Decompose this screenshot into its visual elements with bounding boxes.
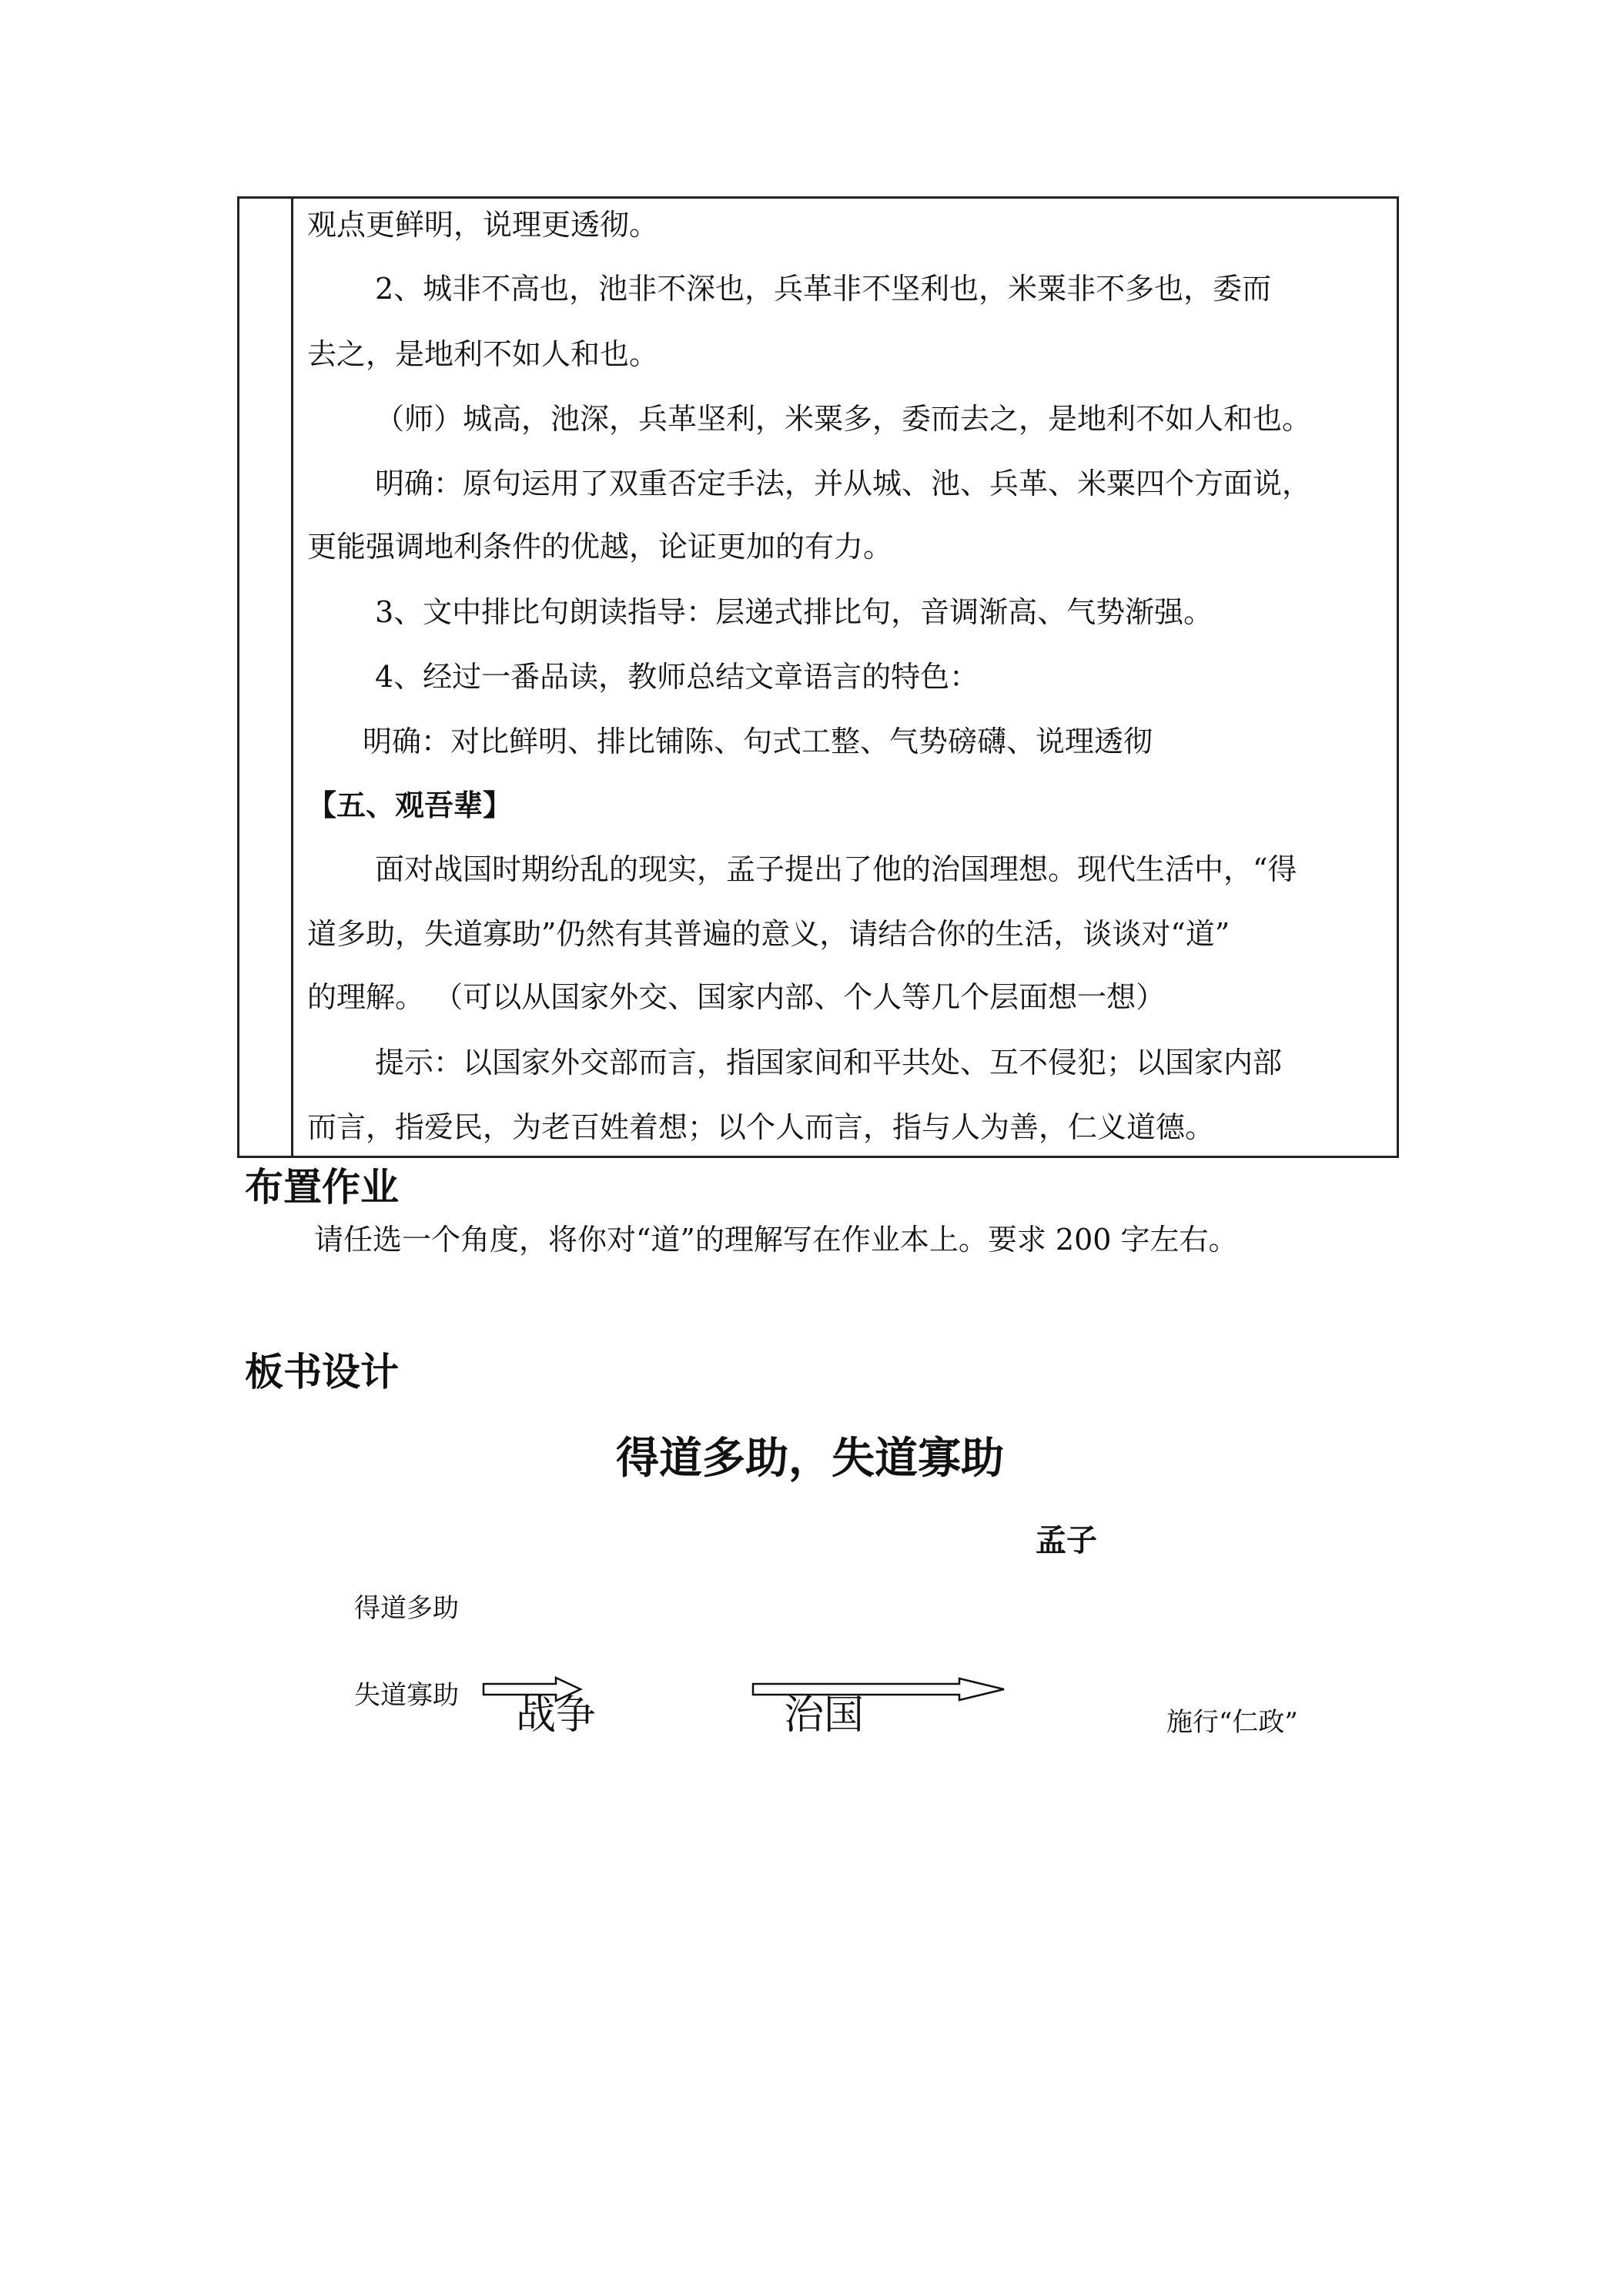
section-heading: 【五、观吾辈】 bbox=[307, 788, 513, 822]
board-item: 得道多助 bbox=[354, 1593, 459, 1624]
table-line: （师）城高，池深，兵革坚利，米粟多，委而去之，是地利不如人和也。 bbox=[375, 402, 1312, 436]
board-war: 战争 bbox=[516, 1692, 597, 1739]
table-line: 更能强调地利条件的优越，论证更加的有力。 bbox=[307, 530, 893, 564]
table-line: 面对战国时期纷乱的现实，孟子提出了他的治国理想。现代生活中，“得 bbox=[375, 852, 1297, 886]
table-line: 的理解。 （可以从国家外交、国家内部、个人等几个层面想一想） bbox=[307, 980, 1166, 1014]
table-line: 观点更鲜明，说理更透彻。 bbox=[307, 208, 659, 242]
board-govern: 治国 bbox=[784, 1692, 865, 1739]
table-left-column bbox=[239, 199, 293, 1156]
board-item: 失道寡助 bbox=[354, 1680, 459, 1711]
table-line: 3、文中排比句朗读指导：层递式排比句，音调渐高、气势渐强。 bbox=[375, 595, 1213, 629]
homework-text: 请任选一个角度，将你对“道”的理解写在作业本上。要求 200 字左右。 bbox=[314, 1223, 1238, 1257]
table-line: 2、城非不高也，池非不深也，兵革非不坚利也，米粟非不多也，委而 bbox=[375, 272, 1272, 306]
board-heading: 板书设计 bbox=[245, 1350, 399, 1394]
table-line: 明确：原句运用了双重否定手法，并从城、池、兵革、米粟四个方面说， bbox=[375, 467, 1312, 500]
table-line: 去之，是地利不如人和也。 bbox=[307, 337, 659, 371]
board-title: 得道多助，失道寡助 bbox=[616, 1434, 1004, 1484]
board-author: 孟子 bbox=[1036, 1523, 1097, 1558]
lesson-table bbox=[237, 196, 1399, 1158]
table-line: 而言，指爱民，为老百姓着想；以个人而言，指与人为善，仁义道德。 bbox=[307, 1110, 1215, 1144]
homework-heading: 布置作业 bbox=[245, 1165, 399, 1210]
board-policy: 施行“仁政” bbox=[1166, 1707, 1298, 1738]
table-line: 道多助，失道寡助”仍然有其普遍的意义，请结合你的生活，谈谈对“道” bbox=[307, 917, 1230, 951]
table-line: 4、经过一番品读，教师总结文章语言的特色： bbox=[375, 660, 979, 694]
table-line: 提示：以国家外交部而言，指国家间和平共处、互不侵犯；以国家内部 bbox=[375, 1046, 1283, 1079]
table-line: 明确：对比鲜明、排比铺陈、句式工整、气势磅礴、说理透彻 bbox=[363, 725, 1153, 758]
